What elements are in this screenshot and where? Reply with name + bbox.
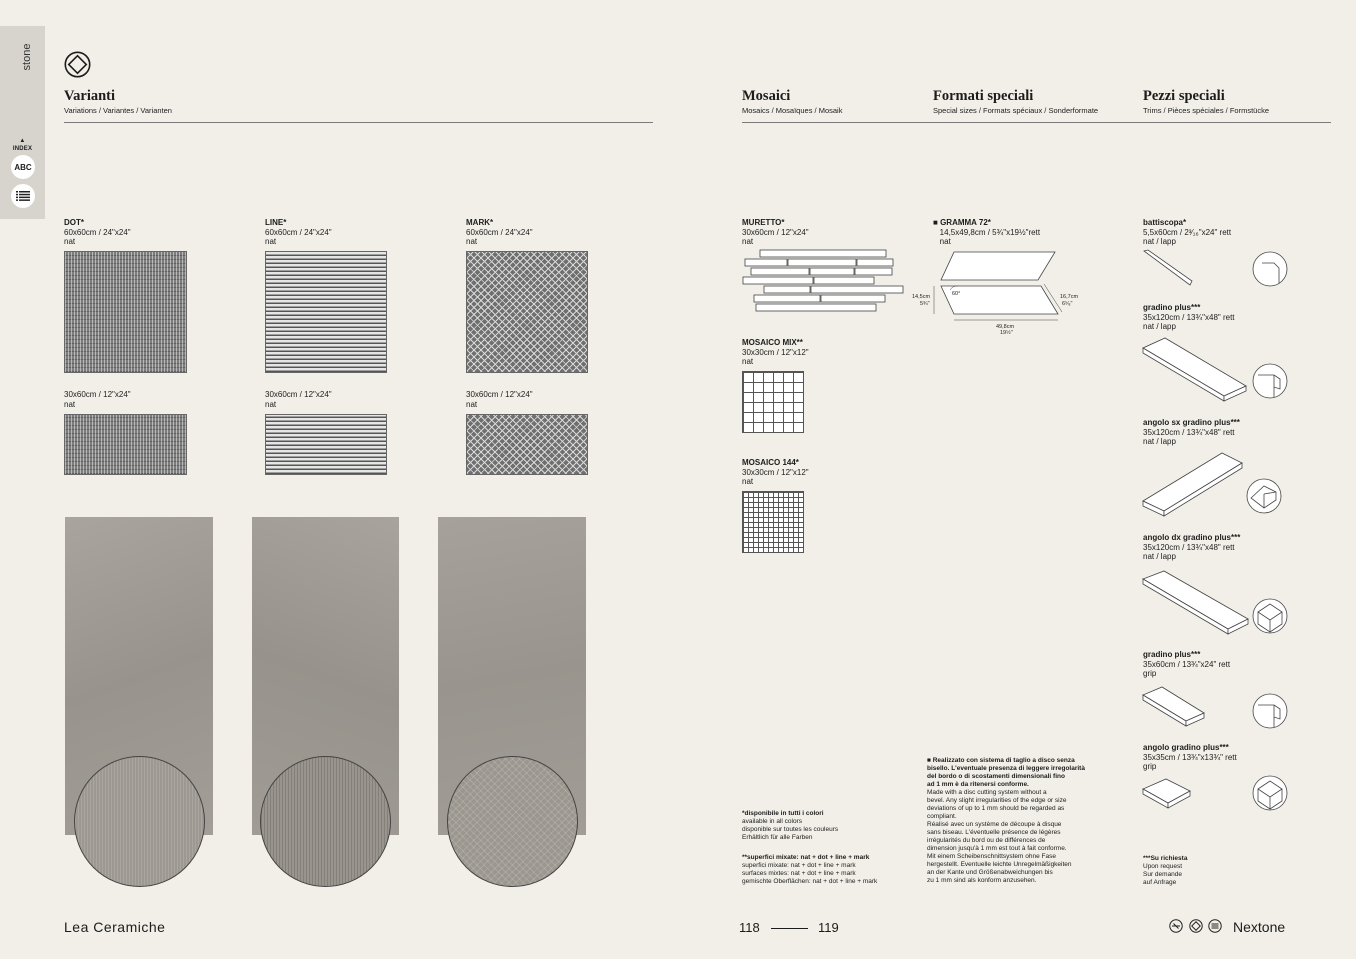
sidebar-tab-stone[interactable]: stone [21, 43, 33, 71]
grid-category-icon [1208, 919, 1222, 933]
angolo-gradino-drawing [1142, 777, 1192, 811]
page-number-right: 119 [818, 920, 839, 935]
gradino-section-icon [1252, 363, 1288, 399]
varianti-title: Varianti [64, 88, 116, 104]
battiscopa-section-icon [1252, 251, 1288, 287]
sidebar [0, 26, 45, 219]
variant-dot-label: DOT* 60x60cm / 24"x24" nat [64, 218, 131, 246]
trim-3-label: angolo sx gradino plus*** 35x120cm / 13¾"x48" rett nat / lapp [1143, 418, 1240, 446]
gradino-small-section-icon [1252, 693, 1288, 729]
trim-2-label: gradino plus*** 35x120cm / 13¾"x48" rett nat / lapp [1143, 303, 1235, 331]
line-swatch-small [265, 414, 387, 475]
index-label[interactable]: ▲ INDEX [0, 137, 45, 153]
gradino-plus-drawing [1142, 336, 1248, 402]
dot-zoom-detail [74, 756, 205, 887]
mosaico-mix-label: MOSAICO MIX** 30x30cm / 12"x12" nat [742, 338, 809, 366]
divider [64, 122, 653, 123]
page-number-left: 118 [739, 920, 760, 935]
list-icon [16, 191, 30, 201]
formati-title: Formati speciali [933, 88, 1034, 104]
mosaici-subtitle: Mosaics / Mosaïques / Mosaik [742, 106, 843, 115]
mosaico-144-label: MOSAICO 144* 30x30cm / 12"x12" nat [742, 458, 809, 486]
mark-swatch-small [466, 414, 588, 475]
angolo-sx-drawing [1142, 451, 1244, 517]
pezzi-subtitle: Trims / Pièces spéciales / Formstücke [1143, 106, 1270, 115]
nextone-logo-icon [64, 51, 91, 78]
list-index-button[interactable] [11, 184, 35, 208]
variant-line-label: LINE* 60x60cm / 24"x24" nat [265, 218, 332, 246]
abc-index-button[interactable]: ABC [11, 155, 35, 179]
angolo-dx-section-icon [1252, 598, 1288, 634]
formati-subtitle: Special sizes / Formats spéciaux / Sonderformate [933, 106, 1099, 115]
brand-name: Lea Ceramiche [64, 919, 166, 935]
trim-1-label: battiscopa* 5,5x60cm / 2³⁄₁₆"x24" rett nat / lapp [1143, 218, 1232, 246]
angolo-gradino-section-icon [1252, 775, 1288, 811]
mosaico-mix-drawing [742, 371, 804, 433]
gramma-angle: 60° [952, 291, 961, 297]
gramma-dim-height: 14,5cm [912, 294, 931, 300]
nextone-category-icon [1189, 919, 1203, 933]
gramma-dim-width: 49,8cm [996, 324, 1015, 330]
mark-small-label: 30x60cm / 12"x24" nat [466, 390, 533, 409]
mosaici-title: Mosaici [742, 88, 791, 104]
gramma-dim-width-in: 19½" [1000, 330, 1013, 336]
angolo-sx-section-icon [1246, 478, 1282, 514]
trim-6-label: angolo gradino plus*** 35x35cm / 13¾"x13¾" rett grip [1143, 743, 1237, 771]
muretto-label: MURETTO* 30x60cm / 12"x24" nat [742, 218, 809, 246]
stone-category-icon [1169, 919, 1183, 933]
mark-zoom-detail [447, 756, 578, 887]
availability-note: *disponibile in tutti i colori available in all colors disponible sur toutes les couleurs Erhältlich für alle Farben [742, 810, 839, 841]
gramma-label: ■ GRAMMA 72* 14,5x49,8cm / 5¾"x19½"rett nat [933, 218, 1041, 246]
dot-swatch-small [64, 414, 187, 475]
gradino-small-drawing [1142, 685, 1206, 727]
battiscopa-drawing [1142, 249, 1194, 287]
angolo-dx-drawing [1142, 569, 1250, 635]
page-separator [771, 928, 808, 929]
dot-swatch-large [64, 251, 187, 373]
gramma-dim-height-in: 5¾" [920, 301, 930, 307]
line-swatch-large [265, 251, 387, 373]
muretto-drawing [742, 249, 904, 313]
trim-4-label: angolo dx gradino plus*** 35x120cm / 13¾"x48" rett nat / lapp [1143, 533, 1241, 561]
variant-mark-label: MARK* 60x60cm / 24"x24" nat [466, 218, 533, 246]
mark-swatch-large [466, 251, 588, 373]
gramma-drawing [910, 248, 1085, 340]
line-small-label: 30x60cm / 12"x24" nat [265, 390, 332, 409]
collection-name: Nextone [1233, 919, 1286, 935]
line-zoom-detail [260, 756, 391, 887]
gramma-dim-depth-in: 6⁵⁄₈" [1062, 301, 1073, 307]
divider [742, 122, 1331, 123]
gramma-dim-depth: 16,7cm [1060, 294, 1079, 300]
mixed-surfaces-note: **superfici mixate: nat + dot + line + mark superfici mixate: nat + dot + line + mark surfaces mixtes: nat + dot + line + mark gemischte Oberflächen: nat + dot + line + mark [742, 854, 878, 885]
caret-up-icon: ▲ [19, 138, 26, 144]
dot-small-label: 30x60cm / 12"x24" nat [64, 390, 131, 409]
on-request-note: ***Su richiesta Upon request Sur demande auf Anfrage [1143, 855, 1188, 886]
trim-5-label: gradino plus*** 35x60cm / 13¾"x24" rett grip [1143, 650, 1231, 678]
cutting-note: ■ Realizzato con sistema di taglio a disco senza bisello. L'eventuale presenza di leggere irregolarità del bordo o di scostamenti dimensionali fino ad 1 mm è da ritenersi conforme. Made with a disc cutting system without a bevel. Any slight irregularities of the edge or size deviations of up to 1 mm should be regarded as compliant. Réalisé avec un système de découpe à disque sans biseau. L'éventuelle présence de légères irrégularités du bord ou de différences de dimension jusqu'à 1 mm est tout à fait conforme. Mit einem Scheibenschnittsystem ohne Fase hergestellt. Eventuelle leichte Unregelmäßigkeiten an der Kante und Größenabweichungen bis zu 1 mm sind als konform anzusehen. [927, 757, 1085, 884]
mosaico-144-drawing [742, 491, 804, 553]
varianti-subtitle: Variations / Variantes / Varianten [64, 106, 172, 115]
pezzi-title: Pezzi speciali [1143, 88, 1225, 104]
